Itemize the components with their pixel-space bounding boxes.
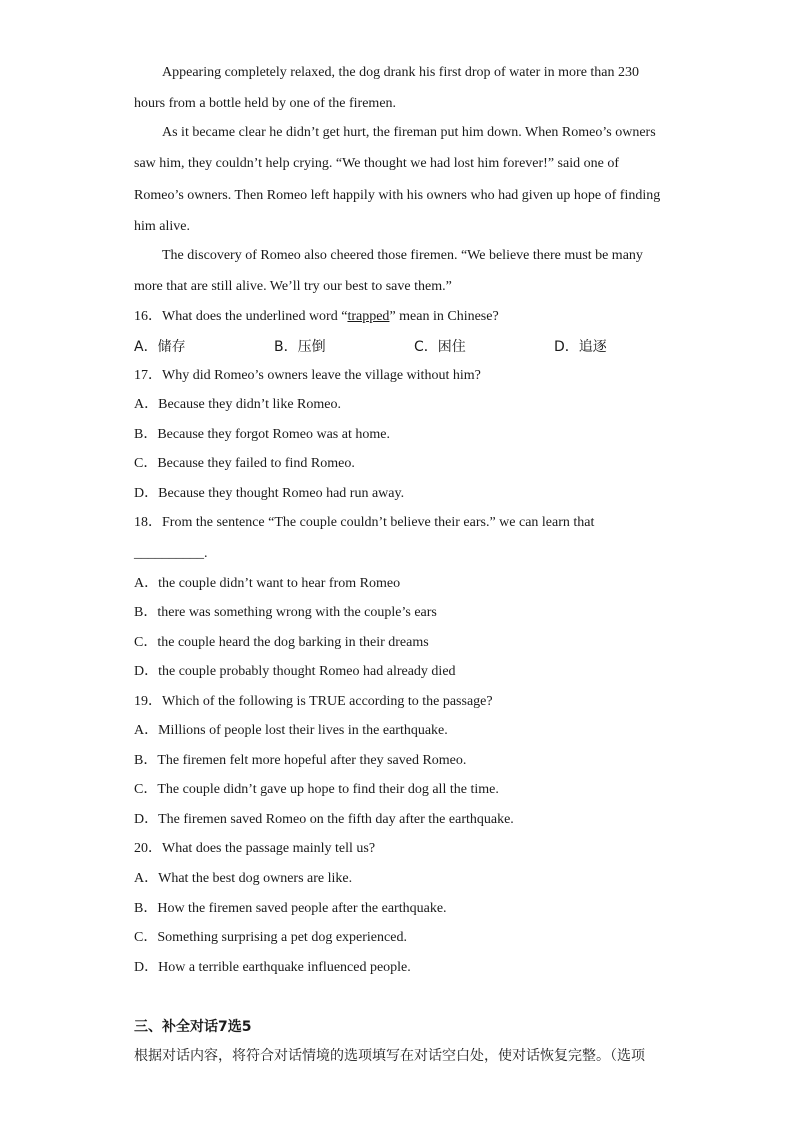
question-16-suffix: ” mean in Chinese? [389,309,499,324]
option-b: B．How the firemen saved people after the earthquake. [134,901,447,916]
underlined-word: trapped [347,309,390,324]
option-b: B．压倒 [274,339,326,355]
passage-text: The discovery of Romeo also cheered those firemen. “We believe there must be many [162,248,643,263]
question-16-stem [134,308,499,326]
option-a: A．储存 [134,339,186,355]
section-instruction: 根据对话内容，将符合对话情境的选项填写在对话空白处，使对话恢复完整。（选项 [134,1048,645,1064]
question-16-options [134,338,694,356]
option-d: D．追逐 [554,339,607,355]
option-d: D．The firemen saved Romeo on the fifth day after the earthquake. [134,812,514,827]
option-c: C．the couple heard the dog barking in their dreams [134,635,429,650]
option-c: C．The couple didn’t gave up hope to find their dog all the time. [134,782,499,797]
option-d: D．How a terrible earthquake influenced people. [134,960,411,975]
passage-text: him alive. [134,219,190,234]
option-a: A．Because they didn’t like Romeo. [134,397,341,412]
option-b: B．The firemen felt more hopeful after they saved Romeo. [134,753,467,768]
question-17-stem: 17．Why did Romeo’s owners leave the village without him? [134,368,481,383]
option-d: D．Because they thought Romeo had run away. [134,486,405,501]
passage-text: Romeo’s owners. Then Romeo left happily with his owners who had given up hope of finding [134,188,661,203]
question-20-stem: 20．What does the passage mainly tell us? [134,841,376,856]
passage-text: Appearing completely relaxed, the dog drank his first drop of water in more than 230 [162,65,640,80]
question-16-prefix: 16．What does the underlined word “ [134,309,348,324]
option-a: A．Millions of people lost their lives in the earthquake. [134,723,448,738]
answer-blank: __________. [134,546,208,561]
option-c: C．Something surprising a pet dog experienced. [134,930,407,945]
question-18-stem: 18．From the sentence “The couple couldn’t believe their ears.” we can learn that [134,515,595,530]
option-a: A．the couple didn’t want to hear from Romeo [134,576,401,591]
passage-text: saw him, they couldn’t help crying. “We thought we had lost him forever!” said one of [134,156,619,171]
option-c: C．Because they failed to find Romeo. [134,456,355,471]
passage-text: more that are still alive. We’ll try our best to save them.” [134,279,452,294]
section-heading: 三、补全对话7选5 [134,1019,252,1035]
option-b: B．Because they forgot Romeo was at home. [134,427,390,442]
passage-text: As it became clear he didn’t get hurt, the fireman put him down. When Romeo’s owners [162,125,656,140]
option-b: B．there was something wrong with the couple’s ears [134,605,437,620]
passage-text: hours from a bottle held by one of the firemen. [134,96,397,111]
option-a: A．What the best dog owners are like. [134,871,353,886]
option-d: D．the couple probably thought Romeo had already died [134,664,456,679]
option-c: C．困住 [414,339,466,355]
question-19-stem: 19．Which of the following is TRUE according to the passage? [134,694,493,709]
